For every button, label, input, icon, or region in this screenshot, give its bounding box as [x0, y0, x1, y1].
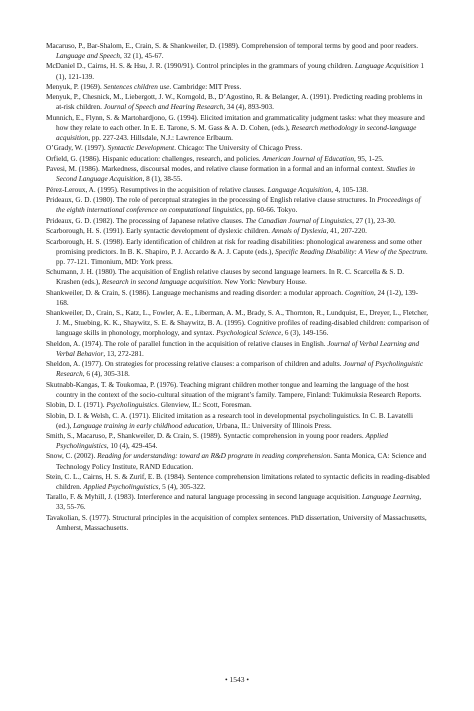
- reference-text: . Glenview, IL: Scott, Foresman.: [157, 401, 252, 410]
- reference-title-italic: Annals of Dyslexia: [271, 227, 327, 236]
- reference-text: Orfield, G. (1986). Hispanic education: challenges, research, and policies.: [46, 154, 263, 163]
- reference-entry: [46, 451, 430, 471]
- reference-text: . New York: Newbury House.: [220, 278, 307, 287]
- reference-entry: [46, 41, 430, 61]
- reference-title-italic: Journal of Verbal Learning and Verbal Behavior: [56, 339, 420, 358]
- reference-text: , 5 (4), 305-322.: [158, 483, 206, 491]
- reference-text: Tarallo, F. & Myhill, J. (1983). Interference and natural language processing in second language acquisition.: [46, 493, 363, 502]
- reference-text: Munnich, E., Flynn, S. & Martohardjono, G. (1994). Elicited imitation and grammaticality judgment tasks: what they measure and how they relate to each other. In E. E. Tarone, S. M. Gass & A. D. Cohen, (eds.),: [46, 113, 425, 132]
- page-number: • 1543 •: [224, 675, 249, 684]
- reference-title-italic: Cognition: [344, 288, 374, 297]
- reference-text: Smith, S., Macaruso, P., Shankweiler, D. & Crain, S. (1989). Syntactic comprehension in young poor readers.: [46, 431, 366, 440]
- reference-title-italic: Language Acquisition: [354, 62, 419, 71]
- reference-text: Snow, C. (2002).: [46, 452, 98, 461]
- reference-title-italic: Research methodology in second-language acquisition: [56, 123, 417, 142]
- reference-entry: [46, 308, 430, 338]
- reference-title-italic: Reading for understanding: toward an R&D program in reading comprehension: [97, 452, 331, 461]
- reference-entry: [46, 82, 430, 92]
- reference-text: . Cambridge: MIT Press.: [169, 82, 242, 91]
- reference-entry: [46, 359, 430, 379]
- reference-text: . pp. 77-121. Timonium, MD: York press.: [56, 247, 428, 266]
- reference-text: McDaniel D., Cairns, H. S. & Hsu, J. R. (1990/91). Control principles in the grammars of young children.: [46, 62, 355, 71]
- reference-text: , 13, 272-281.: [103, 349, 144, 358]
- reference-entry: [46, 267, 430, 287]
- reference-title-italic: Syntactic Development: [107, 144, 175, 153]
- reference-text: , 95, 1-25.: [354, 154, 384, 163]
- reference-text: , 4, 105-138.: [331, 185, 369, 194]
- reference-title-italic: Language Learning: [362, 493, 420, 502]
- reference-text: Tavakolian, S. (1977). Structural principles in the acquisition of complex sentences. PhD dissertation, University of Massachusetts, Amherst, Massachusetts.: [46, 513, 427, 532]
- reference-text: , 6 (3), 149-156.: [281, 329, 329, 338]
- reference-text: . Santa Monica, CA: Science and Technology Policy Institute, RAND Education.: [56, 452, 427, 471]
- reference-entry: [46, 288, 430, 308]
- reference-text: , 34 (4), 893-903.: [223, 103, 274, 112]
- reference-entry: [46, 472, 430, 492]
- reference-text: Menyuk, P. (1969).: [46, 82, 104, 91]
- reference-text: , 24 (1-2), 139-168.: [56, 288, 419, 307]
- reference-text: Stein, C. L., Cairns, H. S. & Zurif, E. B. (1984). Sentence comprehension limitations related to syntactic deficits in reading-disabled children.: [46, 472, 430, 491]
- reference-title-italic: Language Acquisition: [267, 185, 332, 194]
- reference-entry: [46, 492, 430, 512]
- reference-entry: [46, 154, 430, 164]
- reference-text: , 6 (4), 305-318.: [82, 370, 130, 379]
- reference-title-italic: Language training in early childhood education: [73, 421, 213, 430]
- reference-title-italic: Proceedings of the eighth international conference on computational linguistics: [56, 196, 421, 215]
- reference-text: Sheldon, A. (1977). On strategies for processing relative clauses: a comparison of children and adults.: [46, 360, 344, 369]
- reference-title-italic: Journal of Speech and Hearing Research: [103, 103, 224, 112]
- reference-title-italic: Applied Psycholinguistics: [56, 431, 389, 451]
- reference-text: , 27 (1), 23-30.: [352, 216, 396, 225]
- reference-entry: [46, 143, 430, 153]
- reference-title-italic: American Journal of Education: [262, 154, 355, 163]
- reference-title-italic: The Canadian Journal of Linguistics: [245, 216, 353, 225]
- reference-text: , 41, 207-220.: [326, 227, 367, 236]
- reference-text: , 32 (1), 45-67.: [120, 52, 164, 61]
- reference-entry: [46, 195, 430, 215]
- reference-text: Menyuk, P., Chesnick, M., Liebergott, J. W., Korngold, B., D’Agostino, R. & Belanger, A. (1991). Predicting reading problems in at-risk children.: [46, 93, 423, 112]
- reference-title-italic: Psychological Science: [216, 329, 282, 338]
- reference-text: Pavesi, M. (1986). Markedness, discoursal modes, and relative clause formation in a formal and an informal context.: [46, 165, 387, 174]
- reference-text: Skutnabb-Kangas, T. & Toukomaa, P. (1976). Teaching migrant children mother tongue and learning the language of the host country in the context of the socio-cultural situation of the migrant’s family. Tampere, Finland: Tukimuksia Research Reports.: [46, 380, 422, 399]
- reference-entry: [46, 164, 430, 184]
- reference-text: Macaruso, P., Bar-Shalom, E., Crain, S. & Shankweiler, D. (1989). Comprehension of temporal terms by good and poor readers.: [46, 42, 419, 50]
- reference-text: , 10 (4), 429-454.: [106, 442, 158, 451]
- reference-text: Pérez-Leroux, A. (1995). Resumptives in the acquisition of relative clauses.: [46, 185, 268, 194]
- reference-entry: [46, 226, 430, 236]
- reference-text: Sheldon, A. (1974). The role of parallel function in the acquisition of relative clauses in English.: [46, 339, 328, 348]
- reference-entry: [46, 411, 430, 431]
- reference-text: , Urbana, IL: University of Illinois Press.: [212, 421, 332, 430]
- reference-text: . Chicago: The University of Chicago Press.: [174, 144, 303, 153]
- reference-text: Schumann, J. H. (1980). The acquisition of English relative clauses by second language learners. In R. C. Scarcella & S. D. Krashen (eds.),: [46, 268, 405, 287]
- reference-entry: [46, 339, 430, 359]
- reference-text: , pp. 60-66. Tokyo.: [242, 206, 298, 215]
- reference-title-italic: Journal of Psycholinguistic Research: [56, 360, 424, 379]
- reference-text: Scarborough, H. S. (1998). Early identification of children at risk for reading disabilities: phonological awareness and some other promising predictors. In B. K. Shapiro, P. J. Accardo & A. J. Capute (eds.),: [46, 237, 422, 256]
- reference-list: [46, 41, 430, 533]
- reference-entry: [46, 92, 430, 112]
- reference-text: , 33, 55-76.: [56, 493, 422, 512]
- reference-text: Shankweiler, D. & Crain, S. (1986). Language mechanisms and reading disorder: a modular approach.: [46, 288, 345, 297]
- reference-title-italic: Language and Speech: [56, 52, 121, 61]
- reference-title-italic: Psycholinguistics: [106, 401, 158, 410]
- reference-text: Slobin, D. I. (1971).: [46, 401, 107, 410]
- reference-title-italic: Specific Reading Disability: A View of the Spectrum: [275, 247, 426, 256]
- reference-text: O’Grady, W. (1997).: [46, 144, 108, 153]
- reference-text: Slobin, D. I. & Welsh, C. A. (1971). Elicited imitation as a research tool in developmental psycholinguistics. In C. B. Lavatelli (ed.),: [46, 411, 413, 430]
- reference-text: Shankweiler, D., Crain, S., Katz, L., Fowler, A. E., Liberman, A. M., Brady, S. A., Thornton, R., Lundquist, E., Dreyer, L., Fletcher, J. M., Stuebing, K. K., Shaywitz, S. E. & Shaywitz, B. A. (1995). Cognitive profiles of reading-disabled children: comparison of language skills in phonology, morphology, and syntax.: [46, 309, 430, 338]
- reference-entry: [46, 431, 430, 451]
- reference-text: , 8 (1), 38-55.: [142, 175, 183, 184]
- reference-title-italic: Applied Psycholinguistics: [83, 483, 159, 491]
- reference-text: Scarborough, H. S. (1991). Early syntactic development of dyslexic children.: [46, 227, 272, 236]
- reference-title-italic: Sentences children use: [103, 82, 170, 91]
- reference-entry: [46, 216, 430, 226]
- reference-text: , pp. 227-243. Hillsdale, N.J.: Lawrence Erlbaum.: [88, 133, 233, 142]
- reference-entry: [46, 237, 430, 267]
- reference-entry: [46, 61, 430, 81]
- reference-title-italic: Studies in Second Language Acquisition: [56, 165, 415, 184]
- reference-entry: [46, 185, 430, 195]
- reference-entry: [46, 113, 430, 143]
- reference-text: 1 (1), 121-139.: [56, 62, 425, 81]
- reference-text: Prideaux, G. D. (1980). The role of perceptual strategies in the processing of English relative clause structures. In: [46, 196, 378, 205]
- reference-entry: [46, 400, 430, 410]
- reference-entry: [46, 513, 430, 533]
- reference-title-italic: Research in second language acquisition: [101, 278, 221, 287]
- reference-entry: [46, 380, 430, 400]
- reference-text: Prideaux, G. D. (1982). The processing of Japanese relative clauses.: [46, 216, 246, 225]
